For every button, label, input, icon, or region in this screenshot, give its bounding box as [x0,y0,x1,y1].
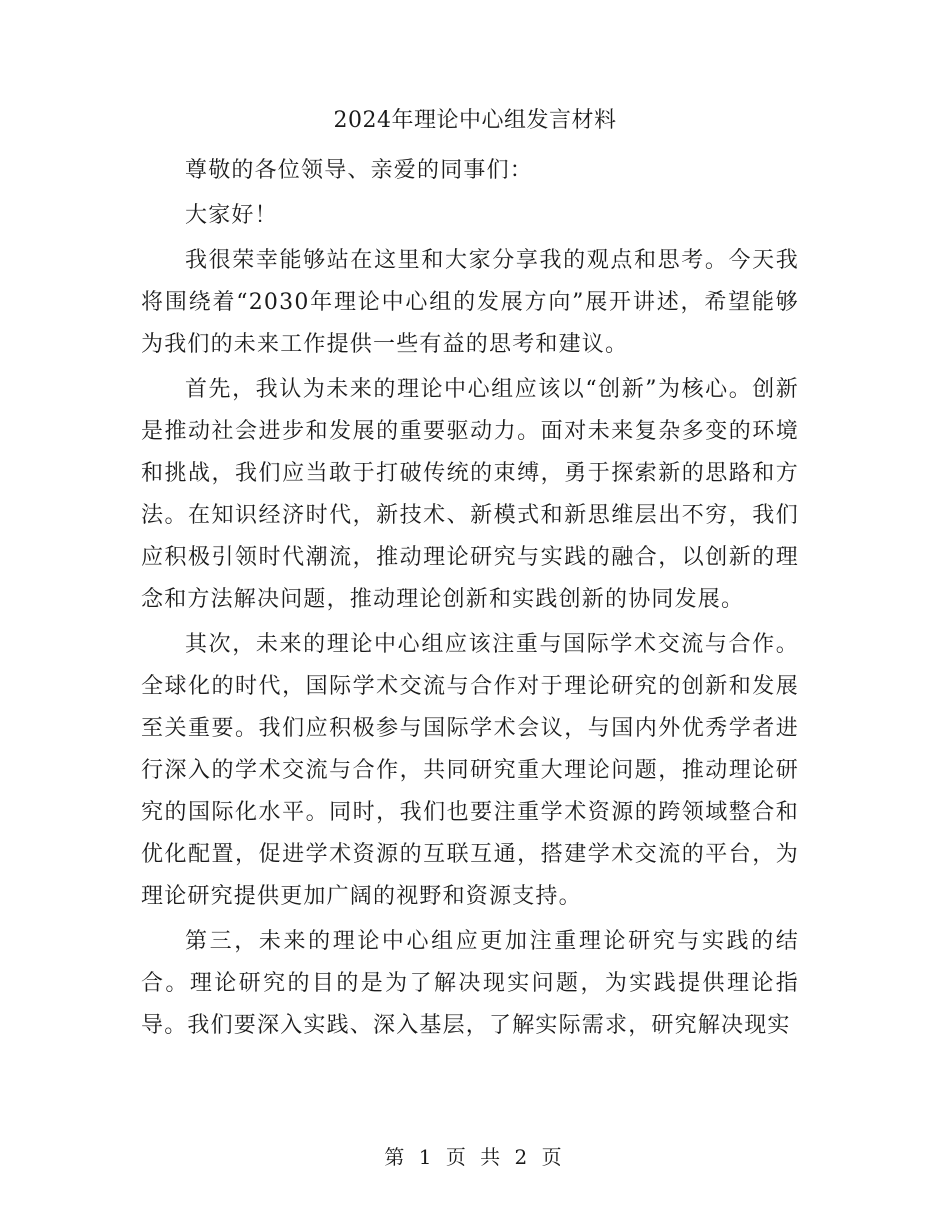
paragraph-intro: 我很荣幸能够站在这里和大家分享我的观点和思考。今天我将围绕着“2030年理论中心组的发展方向”展开讲述，希望能够为我们的未来工作提供一些有益的思考和建议。 [141,248,799,357]
document-title: 2024年理论中心组发言材料 [333,108,617,133]
paragraph-innovation: 首先，我认为未来的理论中心组应该以“创新”为核心。创新是推动社会进步和发展的重要驱动力。面对未来复杂多变的环境和挑战，我们应当敢于打破传统的束缚，勇于探索新的思路和方法。在知识经济时代，新技术、新模式和新思维层出不穷，我们应积极引领时代潮流，推动理论研究与实践的融合，以创新的理念和方法解决问题，推动理论创新和实践创新的协同发展。 [141,377,799,612]
greeting: 大家好！ [185,203,278,228]
page-footer: 第 1 页 共 2 页 [384,1145,566,1169]
paragraph-international: 其次，未来的理论中心组应该注重与国际学术交流与合作。全球化的时代，国际学术交流与合作对于理论研究的创新和发展至关重要。我们应积极参与国际学术会议，与国内外优秀学者进行深入的学术交流与合作，共同研究重大理论问题，推动理论研究的国际化水平。同时，我们也要注重学术资源的跨领域整合和优化配置，促进学术资源的互联互通，搭建学术交流的平台，为理论研究提供更加广阔的视野和资源支持。 [141,632,799,909]
salutation: 尊敬的各位领导、亲爱的同事们： [185,158,534,183]
paragraph-practice: 第三，未来的理论中心组应更加注重理论研究与实践的结合。理论研究的目的是为了解决现实问题，为实践提供理论指导。我们要深入实践、深入基层，了解实际需求，研究解决现实 [141,929,799,1038]
document-body [141,150,799,1050]
